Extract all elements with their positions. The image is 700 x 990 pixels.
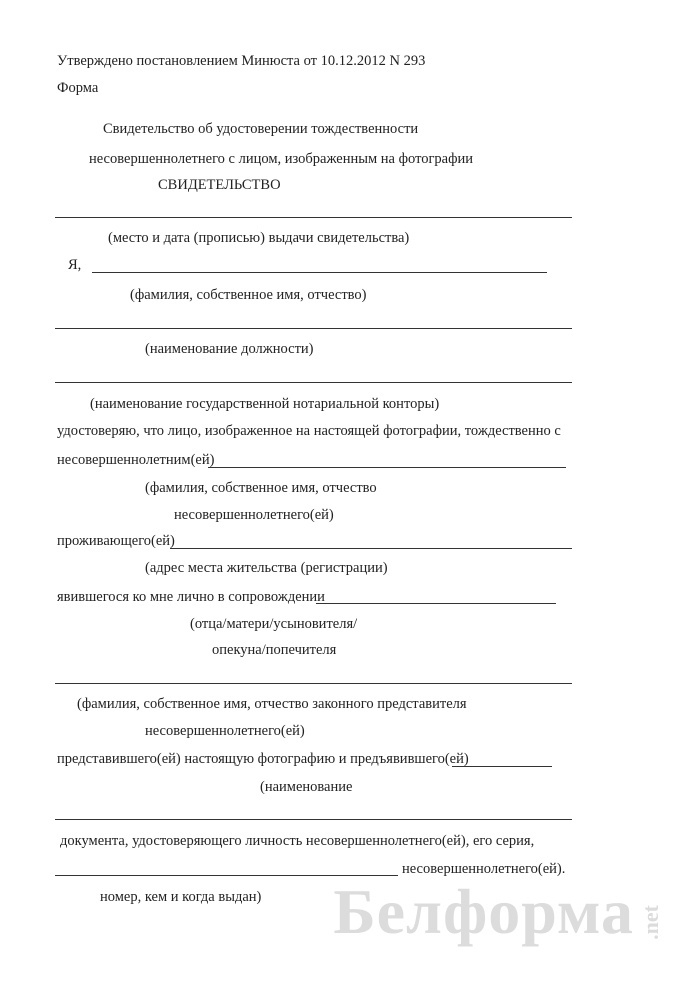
office-caption: (наименование государственной нотариальной конторы) <box>90 396 440 412</box>
office-line <box>55 382 572 383</box>
residing-label: проживающего(ей) <box>57 533 175 549</box>
i-label: Я, <box>68 257 82 273</box>
minor-genitive: несовершеннолетнего(ей). <box>402 861 566 877</box>
place-date-caption: (место и дата (прописью) выдачи свидетельства) <box>108 230 410 246</box>
position-caption: (наименование должности) <box>145 341 314 357</box>
representative-line <box>55 683 572 684</box>
approval-note: Утверждено постановлением Минюста от 10.12.2012 N 293 <box>57 53 426 69</box>
title-line-2: несовершеннолетнего с лицом, изображенным на фотографии <box>89 151 474 167</box>
representative-caption-2: несовершеннолетнего(ей) <box>145 723 305 739</box>
document-title: СВИДЕТЕЛЬСТВО <box>158 177 281 193</box>
minor-label: несовершеннолетним(ей) <box>57 452 215 468</box>
name-caption: (наименование <box>260 779 353 795</box>
belforma-watermark <box>333 876 663 947</box>
document-name-line <box>55 819 572 820</box>
address-caption: (адрес места жительства (регистрации) <box>145 560 388 576</box>
form-label: Форма <box>57 80 99 96</box>
document-text: документа, удостоверяющего личность несовершеннолетнего(ей), его серия, <box>60 833 535 849</box>
minor-caption-2: несовершеннолетнего(ей) <box>174 507 334 523</box>
minor-caption-1: (фамилия, собственное имя, отчество <box>145 480 377 496</box>
guardian-caption-2: опекуна/попечителя <box>212 642 337 658</box>
representative-caption-1: (фамилия, собственное имя, отчество законного представителя <box>77 696 467 712</box>
appeared-label: явившегося ко мне лично в сопровождении <box>57 589 325 605</box>
place-date-line <box>55 217 572 218</box>
watermark-suffix: .net <box>638 905 663 940</box>
document-name-line-short <box>452 766 552 767</box>
notary-name-line <box>92 272 547 273</box>
certify-text: удостоверяю, что лицо, изображенное на настоящей фотографии, тождественно с <box>57 423 561 439</box>
watermark-text: Белформа <box>333 876 634 947</box>
minor-name-line <box>208 467 566 468</box>
presented-text: представившего(ей) настоящую фотографию и предъявившего(ей) <box>57 751 469 767</box>
address-line <box>170 548 572 549</box>
guardian-caption-1: (отца/матери/усыновителя/ <box>190 616 358 632</box>
guardian-line <box>316 603 556 604</box>
number-caption: номер, кем и когда выдан) <box>100 889 262 905</box>
fio-caption: (фамилия, собственное имя, отчество) <box>130 287 367 303</box>
title-line-1: Свидетельство об удостоверении тождественности <box>103 121 419 137</box>
position-line <box>55 328 572 329</box>
